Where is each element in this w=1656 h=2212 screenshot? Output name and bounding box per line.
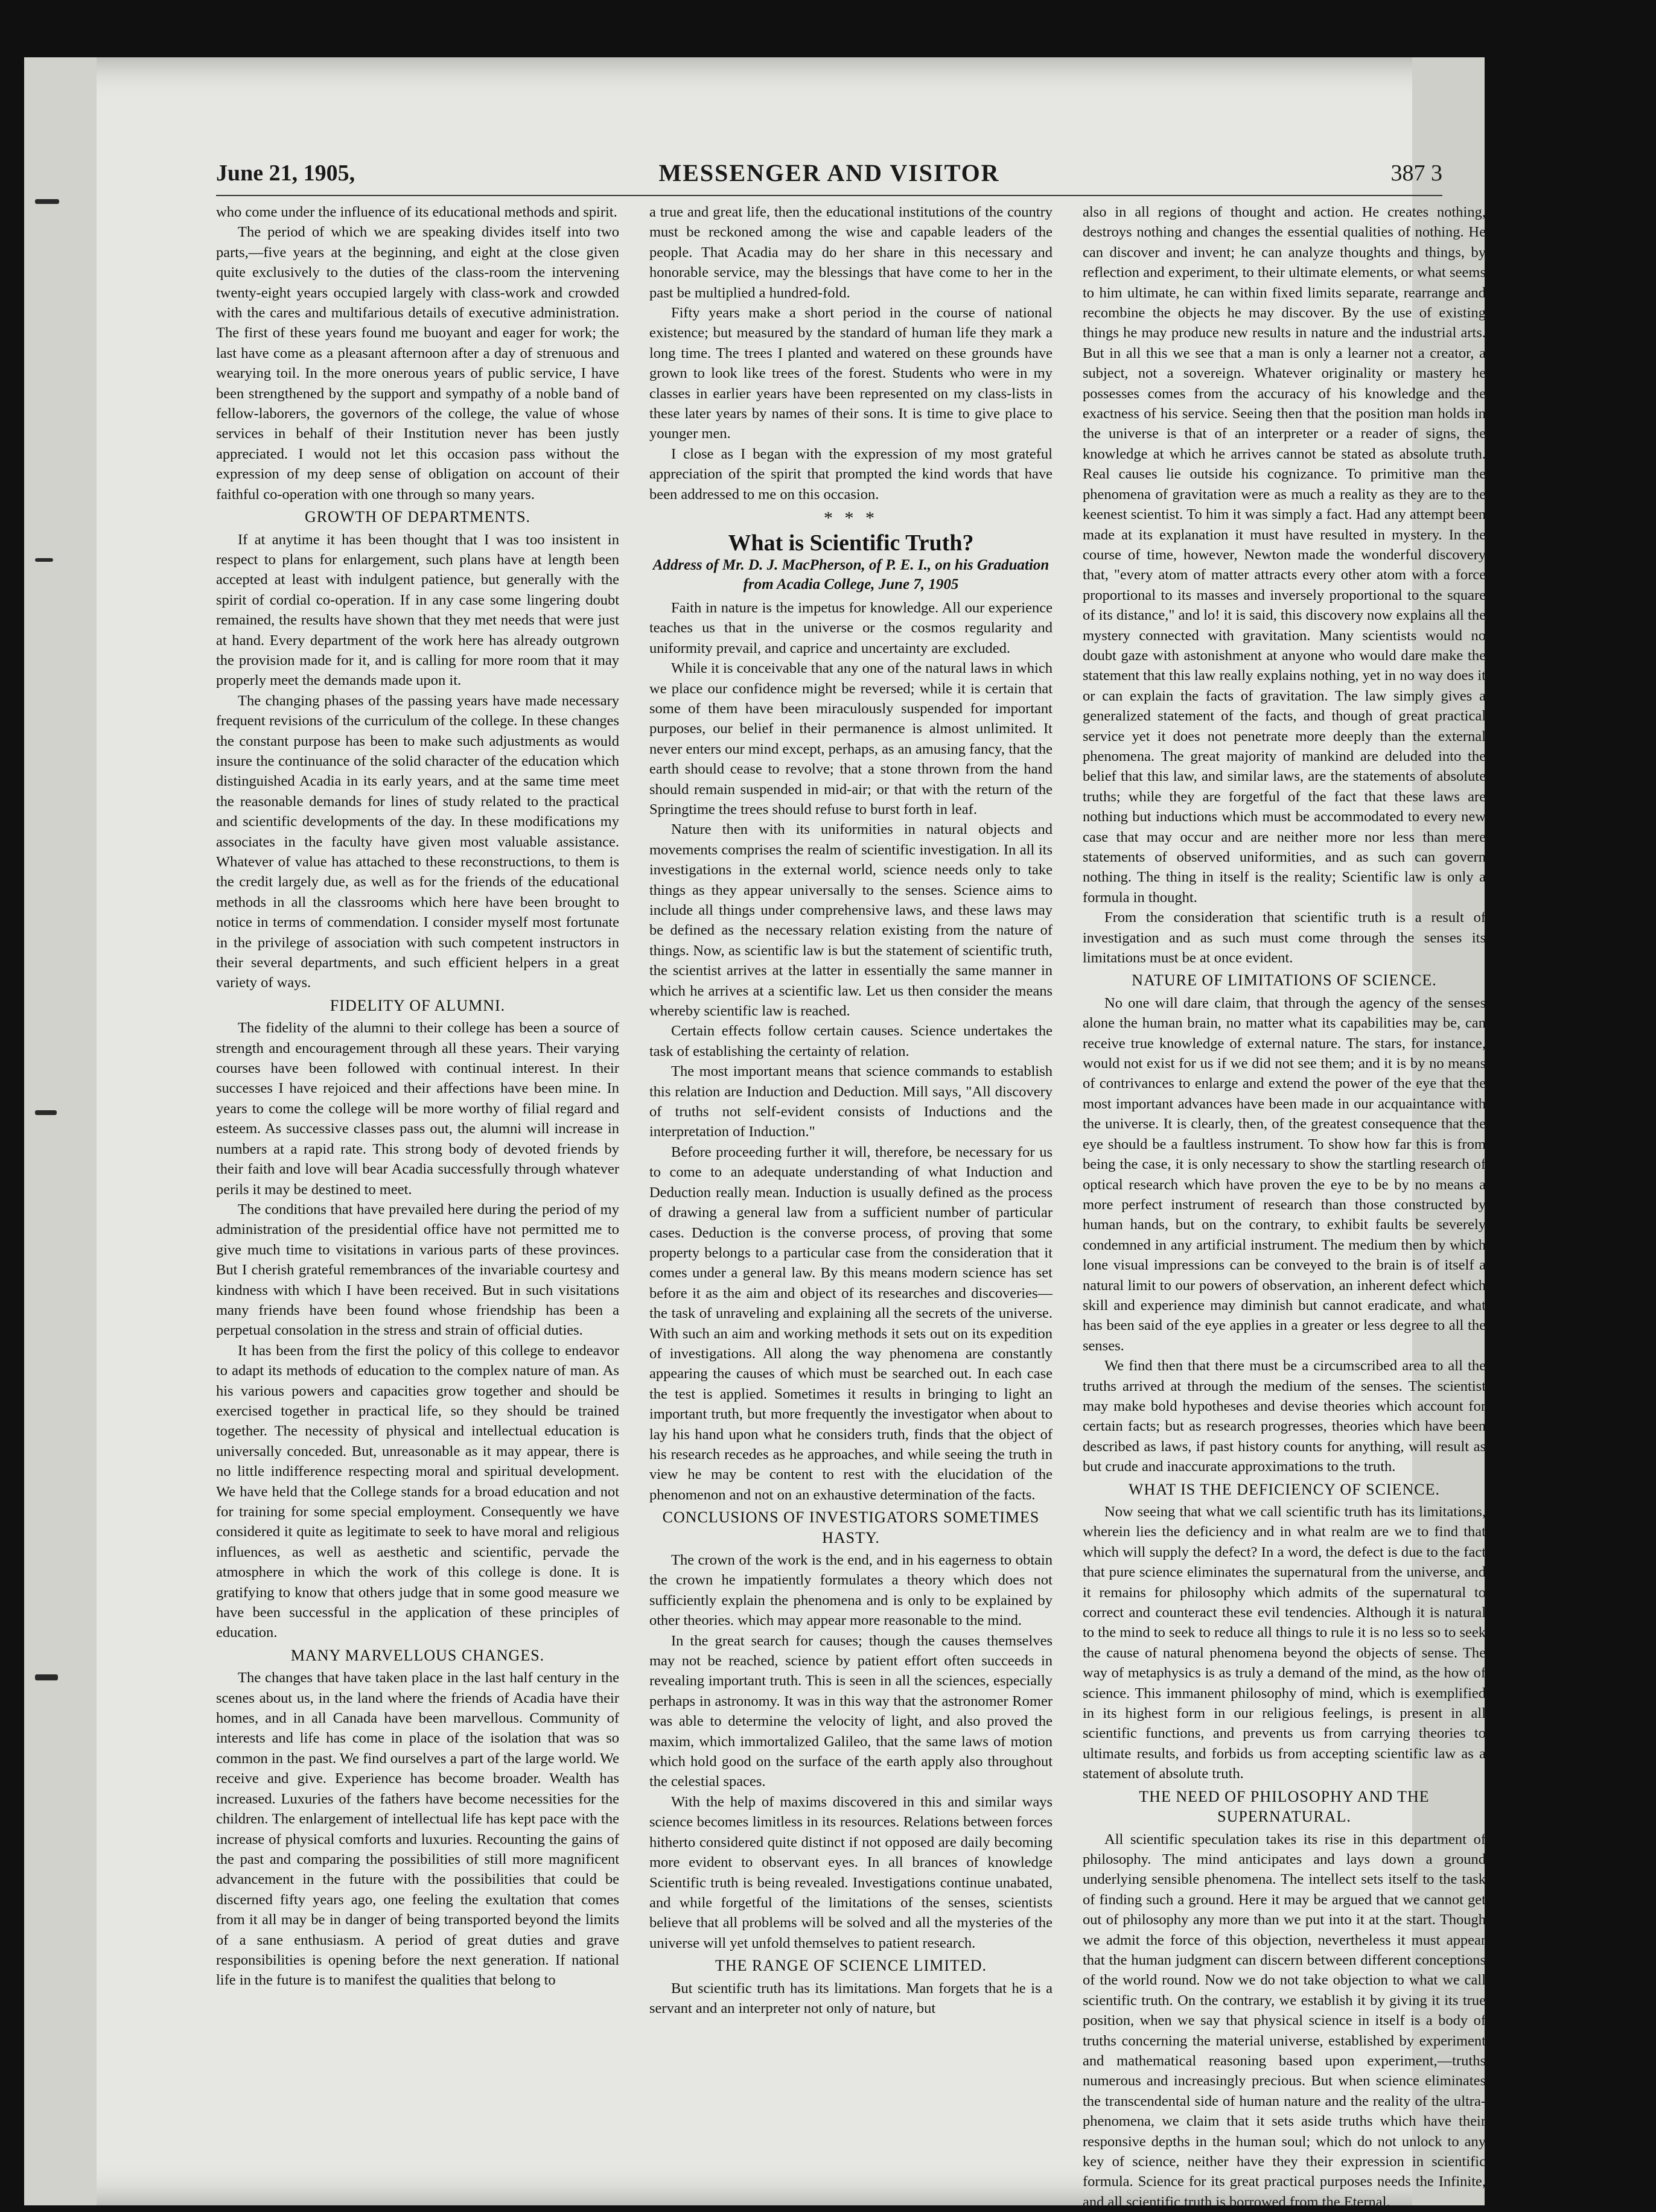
paragraph: The crown of the work is the end, and in his eagerness to obtain the crown he impatiently formulates a theory which does not sufficiently explain the phenomena and is only to be explained by other theories. which may appear more reasonable to the mind.: [649, 1550, 1053, 1631]
section-heading: GROWTH OF DEPARTMENTS.: [216, 507, 619, 527]
column-1: [216, 202, 619, 2133]
paragraph: who come under the influence of its educational methods and spirit.: [216, 202, 619, 222]
paragraph: If at anytime it has been thought that I was too insistent in respect to plans for enlargement, such plans have at length been accepted at least with indulgent patience, but generally with the spirit of cordial co-operation. If in any case some lingering doubt remained, the results have shown that they met needs that were just at hand. Every department of the work here has already outgrown the provision made for it, and is calling for more room that it may properly meet the demands made upon it.: [216, 530, 619, 691]
paragraph: In the great search for causes; though the causes themselves may not be reached, science by patient effort often succeeds in revealing important truth. This is seen in all the sciences, especially perhaps in astronomy. It was in this way that the astronomer Romer was able to determine the velocity of light, and also proved the maxim, which immortalized Galileo, that the same laws of motion which hold good on the surface of the earth apply also throughout the celestial spaces.: [649, 1631, 1053, 1792]
paragraph: We find then that there must be a circumscribed area to all the truths arrived at through the medium of the senses. The scientist may make bold hypotheses and devise theories which account for certain facts; but as research progresses, theories which have been described as laws, if past history counts for anything, will result as but crude and inaccurate approximations to the truth.: [1083, 1356, 1486, 1476]
paragraph: Nature then with its uniformities in natural objects and movements comprises the realm of scientific investigation. In all its investigations in the external world, science needs only to take things as they appear universally to the senses. Science aims to include all things under comprehensive laws, and these laws may be defined as the necessary relation existing from the nature of things. Now, as scientific law is but the statement of scientific truth, the scientist arrives at the latter in essentially the same manner in which he arrives at a scientific law. Let us then consider the means whereby scientific law is reached.: [649, 819, 1053, 1021]
margin-smudge: [35, 1674, 58, 1680]
paragraph: I close as I began with the expression of my most grateful appreciation of the spirit that prompted the kind words that have been addressed to me on this occasion.: [649, 444, 1053, 504]
paragraph: All scientific speculation takes its rise in this department of philosophy. The mind anticipates and lays down a ground underlying sensible phenomena. The intellect sets itself to the task of finding such a ground. Here it may be argued that we cannot get out of philosophy any more than we put into it at the start. Though we admit the force of this objection, nevertheless it must appear that the human judgment can discern between different conceptions of the world round. Now we do not take objection to what we call scientific truth. On the contrary, we establish it by giving it its true position, when we say that physical science in itself is a body of truths concerning the material universe, established by experiment and mathematical reasoning based upon experiment,—truths numerous and increasingly precious. But when science eliminates the transcendental side of human nature and the reality of the ultra-phenomena, we claim that it sets aside truths which have their responsive depths in the human soul; which do not unlock to any key of science, neither have they their expression in scientific formula. Science for its great practical purposes needs the Infinite, and all scientific truth is borrowed from the Eternal.: [1083, 1829, 1486, 2212]
section-heading: CONCLUSIONS OF INVESTIGATORS SOMETIMES HASTY.: [649, 1507, 1053, 1548]
column-3: [1083, 202, 1486, 2133]
page-left-edge: [24, 57, 97, 2205]
page-number: 387 3: [1391, 160, 1443, 186]
paragraph: The changes that have taken place in the last half century in the scenes about us, in the land where the friends of Acadia have their homes, and in all Canada have been marvellous. Community of interests and life has come in place of the isolation that was so common in the past. We find ourselves a part of the large world. We receive and give. Experience has become broader. Wealth has increased. Luxuries of the fathers have become necessities for the children. The enlargement of intellectual life has kept pace with the increase of physical comforts and luxuries. Recounting the gains of the past and comparing the possibilities of still more magnificent advancement in the future with the possibilities that could be discerned fifty years ago, one feeling the exultation that comes from it all may be in danger of being transported beyond the limits of a sane enthusiasm. A period of great duties and grave responsibilities is opening before the next generation. If national life in the future is to manifest the qualities that belong to: [216, 1668, 619, 1991]
section-heading: THE NEED OF PHILOSOPHY AND THE SUPERNATURAL.: [1083, 1787, 1486, 1827]
paragraph: Before proceeding further it will, therefore, be necessary for us to come to an adequate understanding of what Induction and Deduction really mean. Induction is usually defined as the process of drawing a general law from a sufficient number of particular cases. Deduction is the converse process, of proving that some property belongs to a particular case from the consideration that it comes under a general law. By this means modern science has set before it as the aim and object of its researches and discoveries—the task of unraveling and explaining all the secrets of the universe. With such an aim and working methods it sets out on its expedition of investigations. All along the way phenomena are constantly appearing the causes of which must be searched out. In each case the test is applied. Sometimes it results in bringing to light an important truth, but more frequently the investigator when about to lay his hand upon what he considers truth, finds that the object of his research recedes as he approaches, and while seeing the truth in view he may be content to rest with the elucidation of the phenomenon and not on an exhaustive determination of the facts.: [649, 1142, 1053, 1505]
article-byline: Address of Mr. D. J. MacPherson, of P. E. I., on his Graduation from Acadia College, June 7, 1905: [649, 556, 1053, 594]
section-divider: * * *: [649, 508, 1053, 528]
paragraph: Certain effects follow certain causes. Science undertakes the task of establishing the certainty of relation.: [649, 1021, 1053, 1061]
margin-smudge: [35, 199, 59, 204]
paragraph: Fifty years make a short period in the course of national existence; but measured by the standard of human life they mark a long time. The trees I planted and watered on these grounds have grown to look like trees of the forest. Students who were in my classes in earlier years have been represented on my class-lists in these later years by names of their sons. It is time to give place to younger men.: [649, 303, 1053, 444]
paragraph: No one will dare claim, that through the agency of the senses alone the human brain, no matter what its capabilities may be, can receive true knowledge of external nature. The stars, for instance, would not exist for us if we did not see them; and it is by no means of contrivances to enlarge and extend the power of the eye that the most important advances have been made in our acquaintance with the universe. It is clearly, then, of the greatest consequence that the eye should be a faultless instrument. To show how far this is from being the case, it is only necessary to show the startling research of optical research which have proven the eye to be by no means a more perfect instrument of research than those constructed by human hands, but on the contrary, to exhibit faults be severely condemned in any artificial instrument. The medium then by which lone visual impressions can be conveyed to the brain is of itself a natural limit to our powers of observation, an inherent defect which skill and experience may diminish but cannot eradicate, and what has been said of the eye applies in a greater or less degree to all the senses.: [1083, 993, 1486, 1356]
issue-date: June 21, 1905,: [216, 160, 355, 186]
paragraph: It has been from the first the policy of this college to endeavor to adapt its methods of education to the complex nature of man. As his various powers and capacities grow together and should be exercised together in practical life, so they should be trained together. The necessity of physical and intellectual education is universally conceded. But, unreasonable as it may appear, there is no little indifference respecting moral and spiritual development. We have held that the College stands for a broad education and not for training for some special employment. Consequently we have considered it quite as legitimate to seek to have moral and religious influences, as well as aesthetic and scientific, pervade the atmosphere in which the work of this college is done. It is gratifying to know that others judge that in some good measure we have been successful in the application of these principles of education.: [216, 1341, 619, 1643]
page-header: [216, 159, 1442, 196]
paragraph: Faith in nature is the impetus for knowledge. All our experience teaches us that in the universe or the cosmos regularity and uniformity prevail, and caprice and uncertainty are excluded.: [649, 598, 1053, 658]
paragraph: The changing phases of the passing years have made necessary frequent revisions of the curriculum of the college. In these changes the constant purpose has been to make such adjustments as would insure the continuance of the solid character of the education which distinguished Acadia in its early years, and at the same time meet the reasonable demands for lines of study related to the practical and scientific developments of the day. In these modifications my associates in the faculty have given most valuable assistance. Whatever of value has attached to these reconstructions, to them is the credit largely due, as well as for the friends of the educational methods in all the classrooms which here have been brought to notice in terms of commendation. I consider myself most fortunate in the privilege of association with such competent instructors in their several departments, and such efficient helpers in a great variety of ways.: [216, 691, 619, 993]
paragraph: But scientific truth has its limitations. Man forgets that he is a servant and an interpreter not only of nature, but: [649, 1978, 1053, 2019]
column-2: [649, 202, 1053, 2133]
margin-smudge: [35, 1110, 57, 1115]
paragraph: The conditions that have prevailed here during the period of my administration of the presidential office have not permitted me to give much time to visitations in various parts of these provinces. But I cherish grateful remembrances of the invariable courtesy and kindness with which I have been received. But in such visitations many friends have been found whose friendship has been a perpetual consolation in the stress and strain of official duties.: [216, 1200, 619, 1341]
paragraph: From the consideration that scientific truth is a result of investigation and as such must come through the senses its limitations must be at once evident.: [1083, 907, 1486, 968]
paragraph: also in all regions of thought and action. He creates nothing, destroys nothing and changes the essential qualities of nothing. He can discover and invent; he can analyze thoughts and things, by reflection and experiment, to their ultimate elements, or what seems to him ultimate, he can within fixed limits separate, rearrange and recombine the objects he may discover. By the use of existing things he may produce new results in nature and the industrial arts. But in all this we see that a man is only a learner not a creator, a subject, not a sovereign. Whatever originality or mastery he possesses comes from the accuracy of his knowledge and the exactness of his service. Seeing then that the position man holds in the universe is that of an interpreter or a reader of signs, the knowledge at which he arrives cannot be stated as absolute truth. Real causes lie outside his cognizance. To primitive man the phenomena of gravitation were as much a reality as they are to the keenest scientist. To him it was simply a fact. Had any attempt been made at its explanation it must have resulted in mystery. In the course of time, however, Newton made the wonderful discovery that, "every atom of matter attracts every other atom with a force proportional to its masses and inversely proportional to the square of its distance," and lo! it is said, this discovery now explains all the mystery connected with gravitation. Many scientists would no doubt gaze with astonishment at anyone who would dare make the statement that this law really explains nothing, yet in no way does it or can explain the facts of gravitation. The law simply gives a generalized statement of the facts, and though of great practical service yet it does not penetrate more deeply than the external phenomena. The great majority of mankind are deluded into the belief that this law, and similar laws, are the statements of absolute truths; while they are forgetful of the fact that these laws are nothing but inductions which must be accommodated to every new case that may occur and are neither more nor less than mere statements of observed uniformities, and as such can govern nothing. The thing in itself is the reality; Scientific law is only a formula in thought.: [1083, 202, 1486, 907]
section-heading: MANY MARVELLOUS CHANGES.: [216, 1645, 619, 1665]
paragraph: The fidelity of the alumni to their college has been a source of strength and encouragement through all these years. Their varying courses have been followed with continual interest. In their successes I have rejoiced and their affections have been mine. In years to come the college will be more worthy of filial regard and esteem. As successive classes pass out, the alumni will increase in numbers at a rapid rate. This strong body of devoted friends by their faith and love will bear Acadia successfully through whatever perils it may be destined to meet.: [216, 1018, 619, 1200]
section-heading: NATURE OF LIMITATIONS OF SCIENCE.: [1083, 970, 1486, 990]
section-heading: WHAT IS THE DEFICIENCY OF SCIENCE.: [1083, 1479, 1486, 1499]
paragraph: The period of which we are speaking divides itself into two parts,—five years at the beginning, and eight at the close given quite exclusively to the duties of the class-room the intervening twenty-eight years occupied largely with class-work and crowded with the cares and multifarious details of executive administration. The first of these years found me buoyant and eager for work; the last have come as a pleasant afternoon after a day of strenuous and wearying toil. In the more onerous years of public service, I have been strengthened by the support and sympathy of a noble band of fellow-laborers, the governors of the college, the value of whose services in behalf of their Institution never has been justly appreciated. I would not let this occasion pass without the expression of my deep sense of obligation on account of their faithful co-operation with one through so many years.: [216, 222, 619, 504]
section-heading: FIDELITY OF ALUMNI.: [216, 996, 619, 1015]
paragraph: With the help of maxims discovered in this and similar ways science becomes limitless in its resources. Relations between forces hitherto considered quite distinct if not opposed are daily becoming more evident to observant eyes. In all brances of knowledge Scientific truth is being revealed. Investigations continue unabated, and while forgetful of the limitations of the senses, scientists believe that all problems will be solved and all the mysteries of the universe will yet unfold themselves to patient research.: [649, 1792, 1053, 1953]
section-heading: THE RANGE OF SCIENCE LIMITED.: [649, 1956, 1053, 1975]
paragraph: While it is conceivable that any one of the natural laws in which we place our confidence might be reversed; while it is certain that some of them have been miraculously suspended for important purposes, our belief in their permanence is almost unlimited. It never enters our mind except, perhaps, as an amusing fancy, that the earth should cease to revolve; that a stone thrown from the hand should remain suspended in mid-air; or that with the return of the Springtime the trees should refuse to burst forth in leaf.: [649, 658, 1053, 819]
newspaper-title: MESSENGER AND VISITOR: [216, 159, 1442, 187]
paragraph: The most important means that science commands to establish this relation are Induction and Deduction. Mill says, "All discovery of truths not self-evident consists of Inductions and the interpretation of Induction.": [649, 1061, 1053, 1142]
article-title: What is Scientific Truth?: [649, 533, 1053, 553]
paragraph: Now seeing that what we call scientific truth has its limitations, wherein lies the deficiency and in what realm are we to find that which will supply the defect? In a word, the defect is due to the fact that pure science eliminates the supernatural from the universe, and it remains for philosophy which admits of the supernatural to correct and counteract these evil tendencies. Although it is natural to the mind to seek to reduce all things to rule it is no less so to seek the cause of natural phenomena beyond the objects of sense. The way of metaphysics is as truly a demand of the mind, as the how of science. This immanent philosophy of mind, which is exemplified in its highest form in our religious feelings, is present in all scientific functions, and prevents us from carrying theories to ultimate results, and forbids us from accepting scientific law as a statement of absolute truth.: [1083, 1502, 1486, 1784]
margin-smudge: [35, 558, 53, 562]
paragraph: a true and great life, then the educational institutions of the country must be reckoned among the wise and capable leaders of the people. That Acadia may do her share in this necessary and honorable service, may the blessings that have come to her in the past be multiplied a hundred-fold.: [649, 202, 1053, 303]
newspaper-page: [24, 57, 1485, 2205]
